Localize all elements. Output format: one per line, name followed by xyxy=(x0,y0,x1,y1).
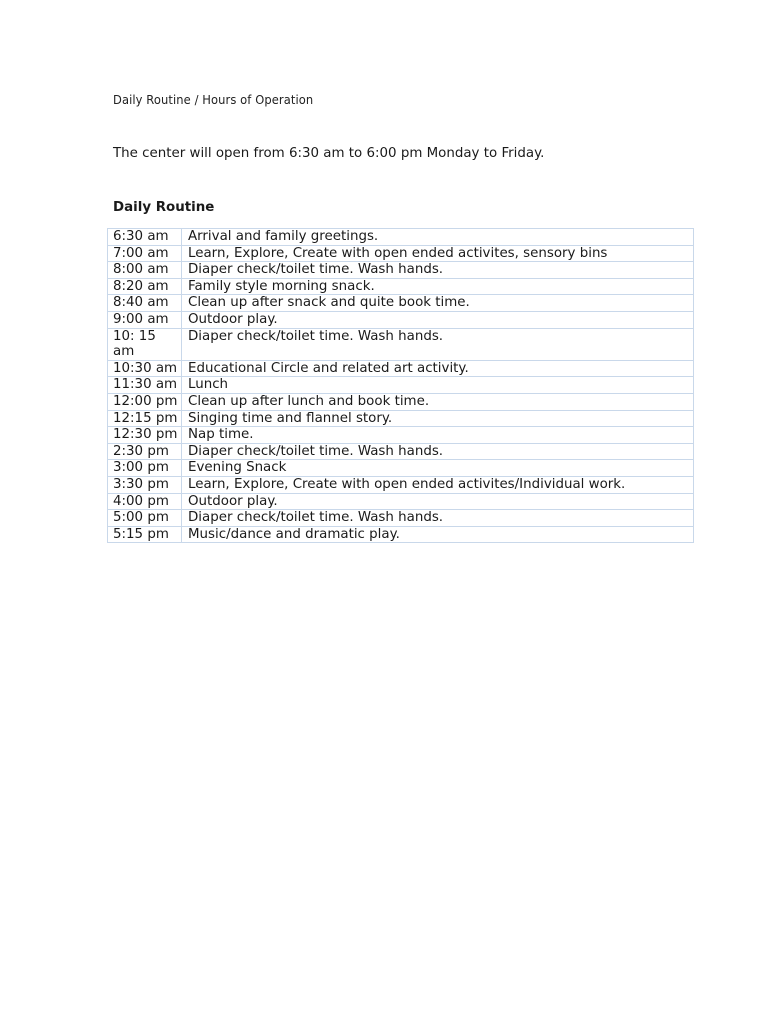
routine-activity-cell: Learn, Explore, Create with open ended activites, sensory bins xyxy=(182,245,694,262)
table-row xyxy=(108,526,694,543)
table-row xyxy=(108,328,694,360)
routine-time-cell: 9:00 am xyxy=(108,311,182,328)
routine-time-cell: 2:30 pm xyxy=(108,443,182,460)
routine-activity-cell: Diaper check/toilet time. Wash hands. xyxy=(182,443,694,460)
table-row xyxy=(108,410,694,427)
routine-activity-cell: Diaper check/toilet time. Wash hands. xyxy=(182,510,694,527)
routine-time-cell: 12:30 pm xyxy=(108,427,182,444)
routine-time-cell: 7:00 am xyxy=(108,245,182,262)
routine-table-body xyxy=(108,229,694,543)
routine-activity-cell: Evening Snack xyxy=(182,460,694,477)
table-row xyxy=(108,460,694,477)
routine-time-cell: 8:40 am xyxy=(108,295,182,312)
routine-time-cell: 8:00 am xyxy=(108,262,182,279)
routine-activity-cell: Nap time. xyxy=(182,427,694,444)
table-row xyxy=(108,443,694,460)
routine-time-cell: 12:15 pm xyxy=(108,410,182,427)
daily-routine-table xyxy=(107,228,694,543)
document-title: Daily Routine / Hours of Operation xyxy=(113,92,314,107)
table-row xyxy=(108,262,694,279)
routine-time-cell: 10: 15 am xyxy=(108,328,182,360)
table-row xyxy=(108,476,694,493)
routine-time-cell: 5:00 pm xyxy=(108,510,182,527)
hours-of-operation-text: The center will open from 6:30 am to 6:00 pm Monday to Friday. xyxy=(113,146,545,161)
table-row xyxy=(108,229,694,246)
routine-activity-cell: Family style morning snack. xyxy=(182,278,694,295)
table-row xyxy=(108,295,694,312)
routine-activity-cell: Singing time and flannel story. xyxy=(182,410,694,427)
table-row xyxy=(108,377,694,394)
routine-time-cell: 10:30 am xyxy=(108,360,182,377)
routine-activity-cell: Arrival and family greetings. xyxy=(182,229,694,246)
routine-activity-cell: Learn, Explore, Create with open ended activites/Individual work. xyxy=(182,476,694,493)
table-row xyxy=(108,311,694,328)
routine-activity-cell: Diaper check/toilet time. Wash hands. xyxy=(182,262,694,279)
routine-time-cell: 4:00 pm xyxy=(108,493,182,510)
table-row xyxy=(108,278,694,295)
routine-time-cell: 11:30 am xyxy=(108,377,182,394)
routine-activity-cell: Clean up after snack and quite book time. xyxy=(182,295,694,312)
daily-routine-heading: Daily Routine xyxy=(113,200,215,215)
routine-time-cell: 3:30 pm xyxy=(108,476,182,493)
routine-activity-cell: Clean up after lunch and book time. xyxy=(182,393,694,410)
routine-activity-cell: Music/dance and dramatic play. xyxy=(182,526,694,543)
routine-time-cell: 3:00 pm xyxy=(108,460,182,477)
routine-activity-cell: Outdoor play. xyxy=(182,493,694,510)
table-row xyxy=(108,393,694,410)
routine-time-cell: 12:00 pm xyxy=(108,393,182,410)
routine-activity-cell: Lunch xyxy=(182,377,694,394)
routine-time-cell: 8:20 am xyxy=(108,278,182,295)
table-row xyxy=(108,427,694,444)
routine-time-cell: 6:30 am xyxy=(108,229,182,246)
table-row xyxy=(108,360,694,377)
table-row xyxy=(108,245,694,262)
table-row xyxy=(108,510,694,527)
table-row xyxy=(108,493,694,510)
routine-time-cell: 5:15 pm xyxy=(108,526,182,543)
routine-activity-cell: Educational Circle and related art activity. xyxy=(182,360,694,377)
routine-activity-cell: Diaper check/toilet time. Wash hands. xyxy=(182,328,694,360)
routine-activity-cell: Outdoor play. xyxy=(182,311,694,328)
